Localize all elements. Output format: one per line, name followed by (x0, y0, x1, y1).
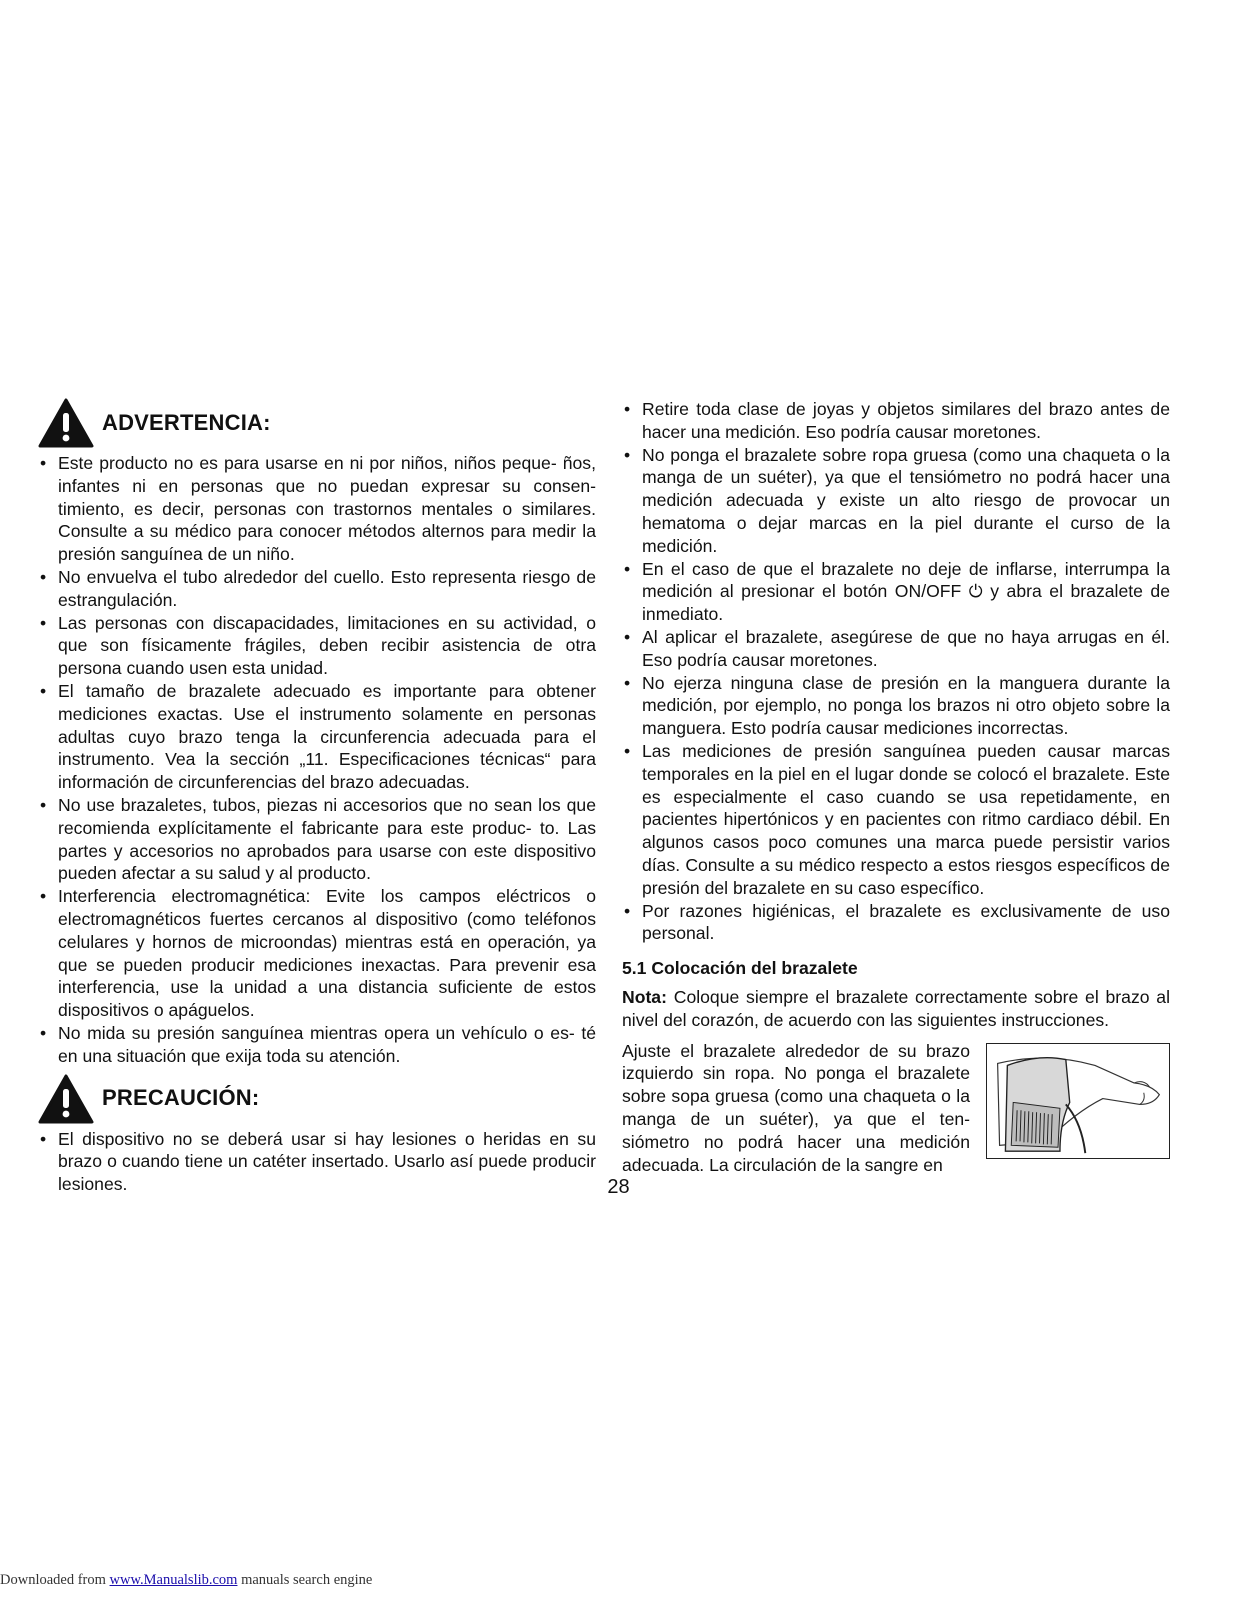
warning-triangle-icon (38, 1074, 94, 1124)
list-item: • No use brazaletes, tubos, piezas ni accesorios que no sean los que recomienda explícitamente el fabricante para este produc- to. Las partes y accesorios no aprobados para usarse con este dispositivo pueden afectar a su salud y al producto. (38, 794, 596, 885)
list-item: • Este producto no es para usarse en ni por niños, niños peque- ños, infantes ni en personas que no puedan expresar su consen- timiento, es decir, personas con trastornos mentales o similares. Consulte a su médico para conocer métodos alternos para medir la presión sanguínea de un niño. (38, 452, 596, 566)
list-item: • Retire toda clase de joyas y objetos similares del brazo antes de hacer una medición. Eso podría causar moretones. (622, 398, 1170, 444)
left-column (38, 398, 596, 1196)
footer-prefix: Downloaded from (0, 1572, 110, 1588)
footer-suffix: manuals search engine (237, 1572, 373, 1588)
list-item: • No envuelva el tubo alrededor del cuello. Esto representa riesgo de estrangulación. (38, 566, 596, 612)
advertencia-title: ADVERTENCIA: (102, 409, 271, 435)
precaucion-heading (38, 1074, 596, 1124)
list-item: • No ejerza ninguna clase de presión en la manguera durante la medición, por ejemplo, no ponga los brazos ni otro objeto sobre la manguera. Esto podría causar mediciones incorrectas. (622, 672, 1170, 740)
list-item: • Por razones higiénicas, el brazalete es exclusivamente de uso personal. (622, 900, 1170, 946)
download-footer (0, 1572, 372, 1589)
list-item: • Las mediciones de presión sanguínea pueden causar marcas temporales en la piel en el lugar donde se colocó el brazalete. Este es especialmente el caso cuando se usa repetidamente, en pacientes hipertónicos y en pacientes con ritmo cardiaco débil. En algunos casos poco comunes una marca puede persistir varios días. Consulte a su médico respecto a estos riesgos específicos de presión del brazalete en su caso específico. (622, 740, 1170, 900)
right-column (622, 398, 1170, 1176)
list-item: • El tamaño de brazalete adecuado es importante para obtener mediciones exactas. Use el instrumento solamente en personas adultas cuyo brazo tenga la circunferencia adecuada para el instrumento. Vea la sección „11. Especificaciones técnicas“ para información de circunferencias del brazo adecuadas. (38, 680, 596, 794)
list-item: • Interferencia electromagnética: Evite los campos eléctricos o electromagnéticos fuertes cercanos al dispositivo (como teléfonos celulares y hornos de microondas) mientras está en operación, ya que se pueden producir mediciones inexactas. Para prevenir esa interferencia, use la unidad a una distancia suficiente de estos dispositivos o apáguelos. (38, 885, 596, 1022)
list-item: • El dispositivo no se deberá usar si hay lesiones o heridas en su brazo o cuando tiene un catéter insertado. Usarlo así puede producir lesiones. (38, 1128, 596, 1196)
right-list (622, 398, 1170, 945)
list-item: • Al aplicar el brazalete, asegúrese de que no haya arrugas en él. Eso podría causar moretones. (622, 626, 1170, 672)
list-item: • No mida su presión sanguínea mientras opera un vehículo o es- té en una situación que exija toda su atención. (38, 1022, 596, 1068)
list-item: • Las personas con discapacidades, limitaciones en su actividad, o que son físicamente frágiles, deben recibir asistencia de otra persona cuando usen esta unidad. (38, 612, 596, 680)
advertencia-list (38, 452, 596, 1068)
cuff-instruction (622, 1040, 1170, 1177)
section-title: 5.1 Colocación del brazalete (622, 958, 858, 979)
warning-triangle-icon (38, 398, 94, 448)
note-text: Coloque siempre el brazalete correctamente sobre el brazo al nivel del corazón, de acuerdo con las siguientes instrucciones. (622, 986, 1170, 1030)
advertencia-heading (38, 398, 596, 448)
list-item: • No ponga el brazalete sobre ropa gruesa (como una chaqueta o la manga de un suéter), ya que el tensiómetro no podrá hacer una medición adecuada y existe un alto riesgo de provocar un hematoma o dejar marcas en la piel durante el curso de la medición. (622, 444, 1170, 558)
cuff-on-arm-illustration (986, 1043, 1170, 1159)
list-item: • En el caso de que el brazalete no deje de inflarse, interrumpa la medición al presionar el botón ON/OFF ⏻ y abra el brazalete de inmediato. (622, 558, 1170, 626)
page-number: 28 (607, 1176, 630, 1198)
note-paragraph (622, 986, 1170, 1032)
arm-cuff-icon (987, 1044, 1168, 1157)
manualslib-link[interactable]: www.Manualslib.com (109, 1572, 238, 1588)
note-label: Nota: (622, 986, 667, 1007)
precaucion-title: PRECAUCIÓN: (102, 1085, 260, 1111)
cuff-instruction-text: Ajuste el brazalete alrededor de su brazo izquierdo sin ropa. No ponga el brazalete sobre sopa gruesa (como una chaqueta o la manga de un suéter), ya que el ten- siómetro no podrá hacer una medición adecuada. La circulación de la sangre en (622, 1040, 970, 1175)
